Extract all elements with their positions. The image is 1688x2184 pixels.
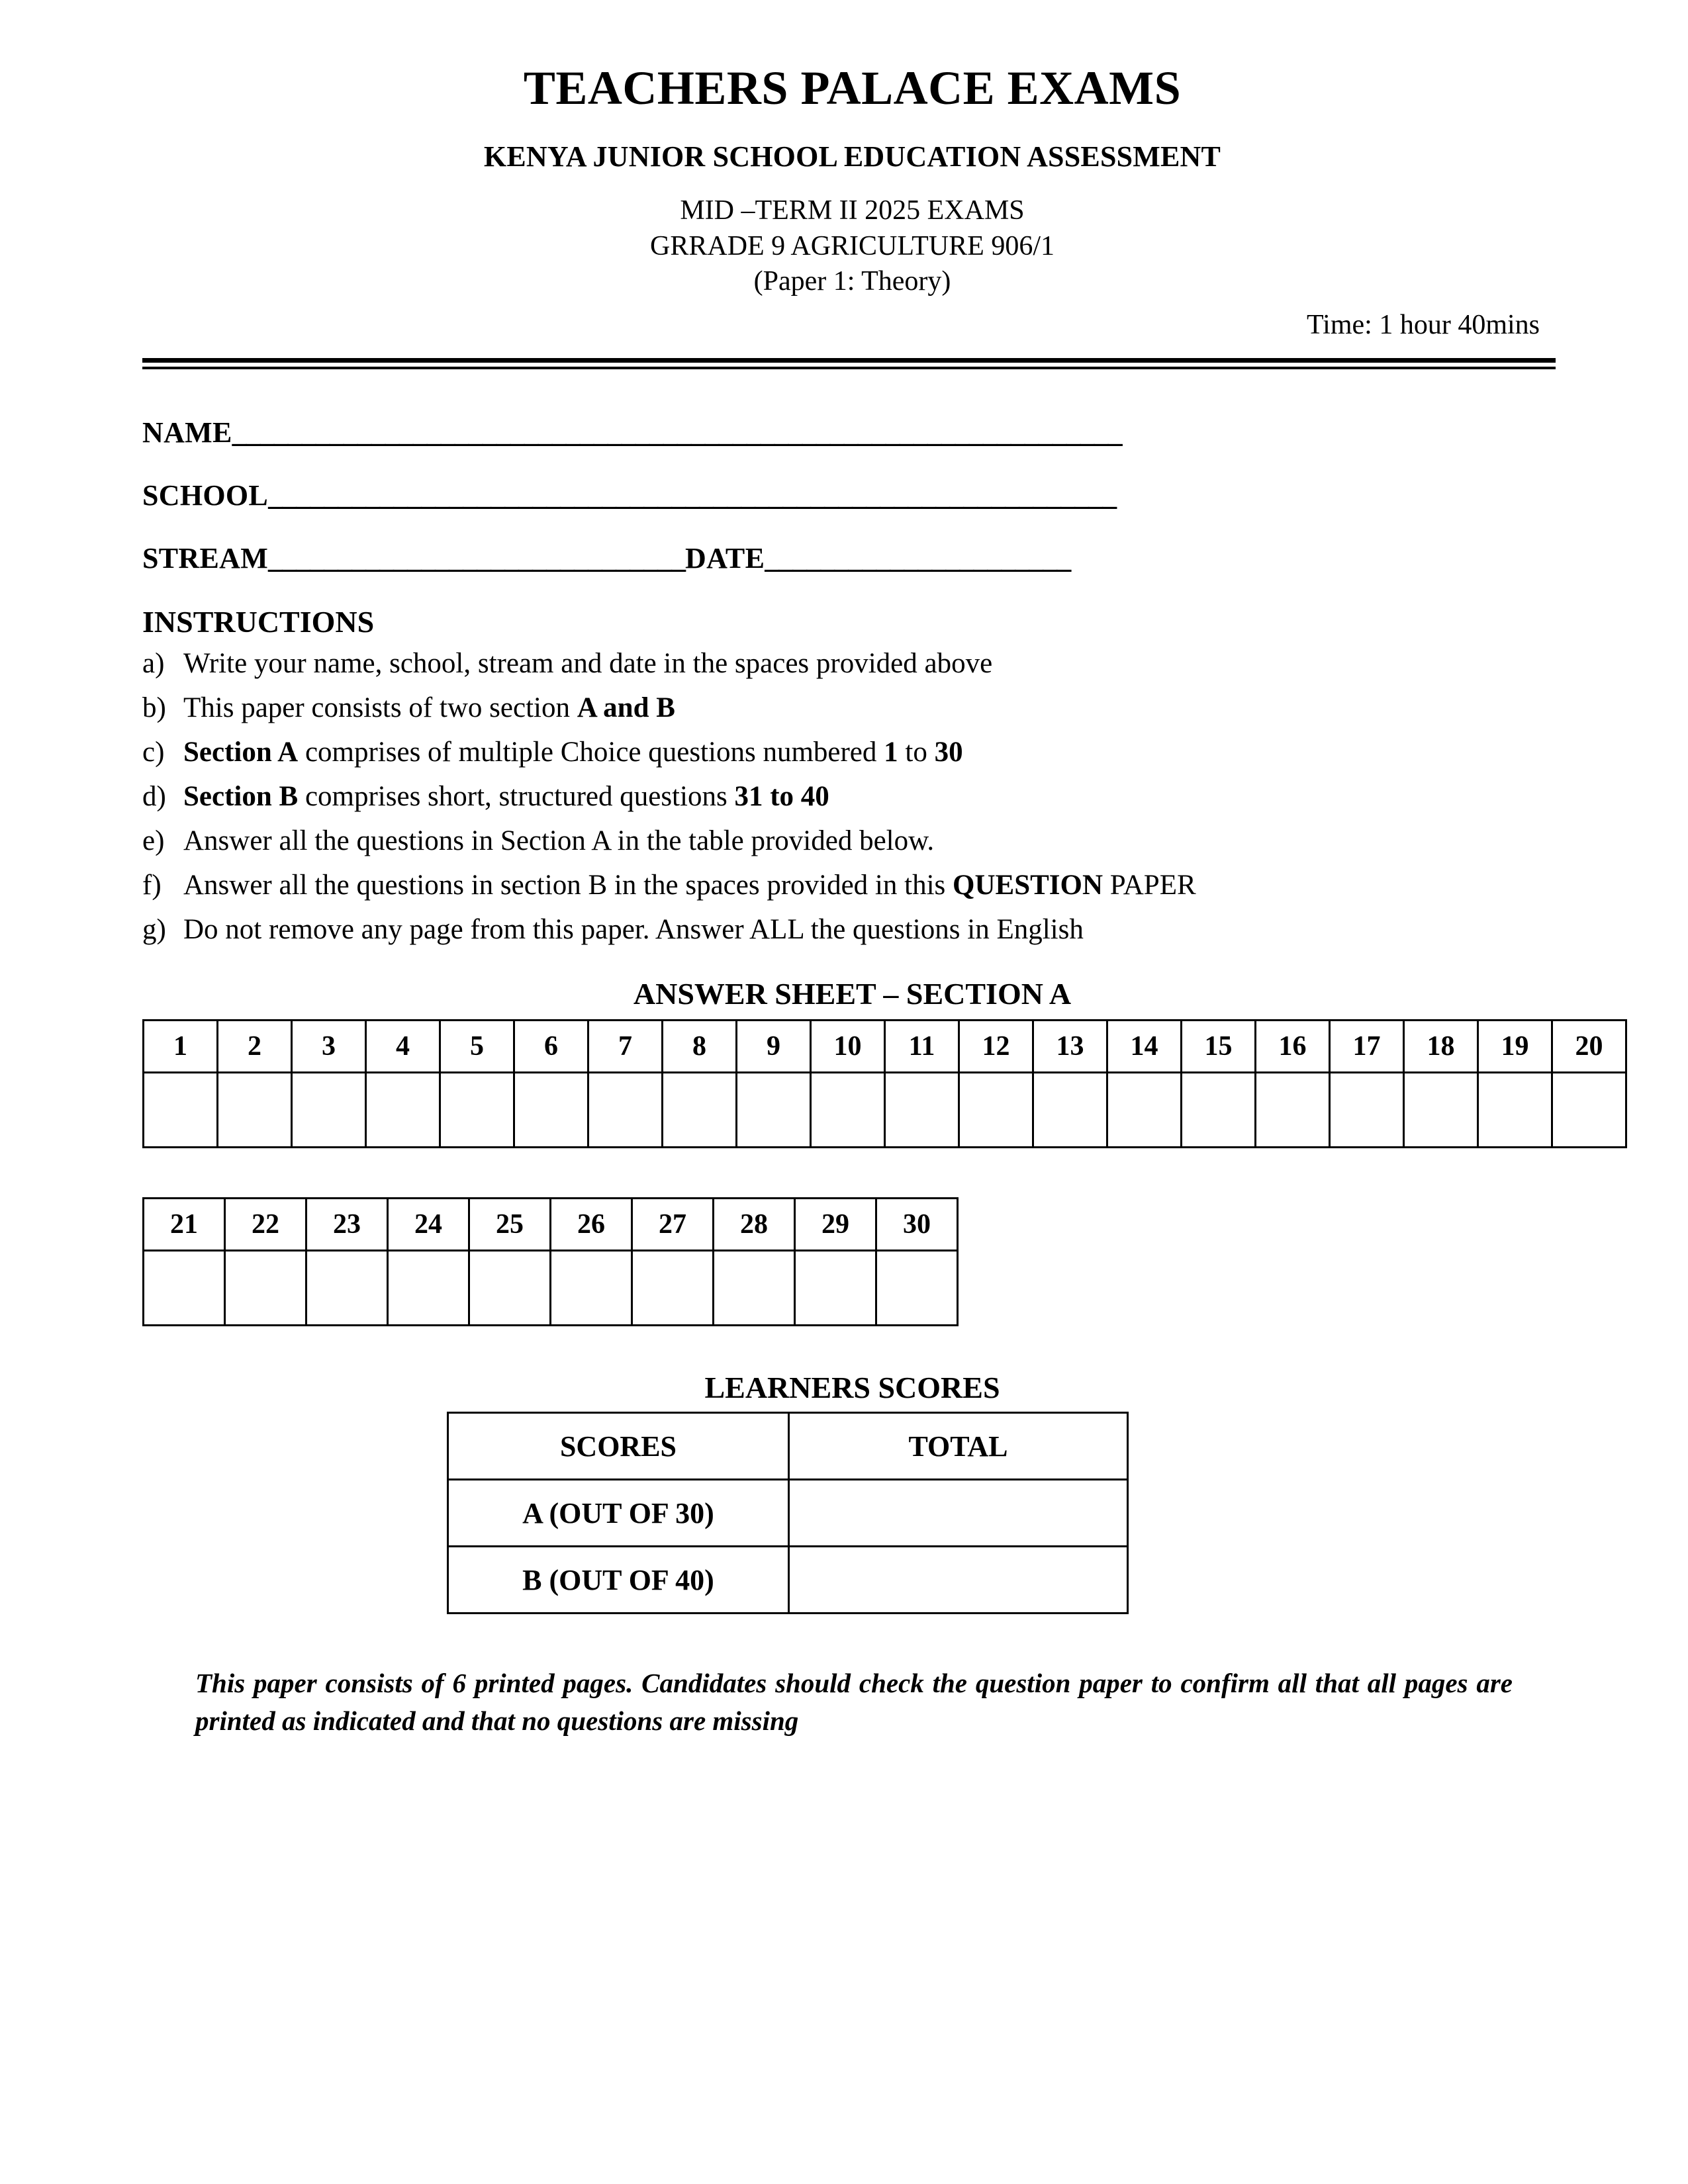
answer-cell[interactable] — [1033, 1073, 1107, 1148]
list-marker: b) — [142, 692, 166, 724]
list-item — [142, 732, 1562, 772]
answer-cell[interactable] — [292, 1073, 366, 1148]
instruction-text: Answer all the questions in section B in the spaces provided in this QUESTION PAPER — [183, 870, 1196, 901]
list-marker: c) — [142, 737, 165, 768]
answer-cell[interactable] — [469, 1251, 551, 1326]
question-number: 28 — [714, 1199, 795, 1251]
instruction-text: Answer all the questions in Section A in the table provided below. — [183, 825, 935, 857]
answer-cell[interactable] — [632, 1251, 714, 1326]
school-field-label: SCHOOL — [142, 479, 269, 512]
exam-paper-label: (Paper 1: Theory) — [753, 266, 951, 297]
answer-cell[interactable] — [795, 1251, 876, 1326]
stream-field-label: STREAM — [142, 542, 269, 575]
question-number: 27 — [632, 1199, 714, 1251]
name-field-row[interactable] — [142, 416, 1562, 449]
learners-scores-heading: LEARNERS SCORES — [704, 1371, 1000, 1405]
answer-cell[interactable] — [225, 1251, 306, 1326]
question-number: 20 — [1552, 1021, 1626, 1073]
section-b-total-cell[interactable] — [789, 1547, 1128, 1614]
list-item — [142, 688, 1562, 728]
table-row — [448, 1547, 1128, 1614]
table-row — [448, 1480, 1128, 1547]
answer-cell[interactable] — [1404, 1073, 1478, 1148]
answer-cell[interactable] — [144, 1251, 225, 1326]
question-number: 9 — [737, 1021, 811, 1073]
question-number: 4 — [366, 1021, 440, 1073]
instructions-heading: INSTRUCTIONS — [142, 605, 375, 639]
column-header-total: TOTAL — [789, 1413, 1128, 1480]
question-number: 17 — [1330, 1021, 1404, 1073]
answer-cell[interactable] — [1256, 1073, 1330, 1148]
answer-cell[interactable] — [663, 1073, 737, 1148]
answer-cell[interactable] — [440, 1073, 514, 1148]
answer-sheet-heading: ANSWER SHEET – SECTION A — [633, 977, 1072, 1011]
instruction-text: Section B comprises short, structured questions 31 to 40 — [183, 781, 829, 813]
section-a-label: A (OUT OF 30) — [448, 1480, 789, 1547]
question-number: 16 — [1256, 1021, 1330, 1073]
answer-cell[interactable] — [551, 1251, 632, 1326]
date-field-label: DATE — [685, 542, 765, 575]
question-number: 29 — [795, 1199, 876, 1251]
list-marker: e) — [142, 825, 165, 857]
instruction-text: Do not remove any page from this paper. Answer ALL the questions in English — [183, 914, 1084, 946]
exam-session: MID –TERM II 2025 EXAMS — [680, 195, 1025, 226]
question-number: 3 — [292, 1021, 366, 1073]
question-number: 22 — [225, 1199, 306, 1251]
question-number: 2 — [218, 1021, 292, 1073]
question-number: 21 — [144, 1199, 225, 1251]
answer-cell[interactable] — [588, 1073, 663, 1148]
exam-details — [142, 193, 1562, 300]
question-number: 7 — [588, 1021, 663, 1073]
answer-cell[interactable] — [1107, 1073, 1182, 1148]
question-number: 6 — [514, 1021, 588, 1073]
instruction-text: Write your name, school, stream and date in the spaces provided above — [183, 648, 993, 680]
list-marker: a) — [142, 648, 165, 680]
question-number: 14 — [1107, 1021, 1182, 1073]
answer-cell[interactable] — [885, 1073, 959, 1148]
name-field-line[interactable]: ________________________________________________________________ — [232, 416, 1122, 449]
section-b-label: B (OUT OF 40) — [448, 1547, 789, 1614]
answer-cell[interactable] — [1478, 1073, 1552, 1148]
question-number: 11 — [885, 1021, 959, 1073]
answer-cell[interactable] — [388, 1251, 469, 1326]
question-number: 26 — [551, 1199, 632, 1251]
list-item — [142, 821, 1562, 861]
answer-table-1-20[interactable] — [142, 1019, 1627, 1148]
assessment-body-title: KENYA JUNIOR SCHOOL EDUCATION ASSESSMENT — [483, 140, 1221, 173]
page-title: TEACHERS PALACE EXAMS — [523, 62, 1182, 114]
section-a-total-cell[interactable] — [789, 1480, 1128, 1547]
question-number: 30 — [876, 1199, 958, 1251]
question-number: 12 — [959, 1021, 1033, 1073]
stream-field-line[interactable]: ______________________________ — [268, 542, 686, 575]
question-number: 10 — [811, 1021, 885, 1073]
answer-cell[interactable] — [218, 1073, 292, 1148]
list-marker: d) — [142, 781, 166, 813]
instructions-list — [142, 643, 1562, 950]
question-number: 1 — [144, 1021, 218, 1073]
column-header-scores: SCORES — [448, 1413, 789, 1480]
question-number: 25 — [469, 1199, 551, 1251]
instruction-text: Section A comprises of multiple Choice questions numbered 1 to 30 — [183, 737, 963, 768]
answer-cell[interactable] — [714, 1251, 795, 1326]
answer-table-21-30[interactable] — [142, 1197, 959, 1326]
footer-note: This paper consists of 6 printed pages. Candidates should check the question paper to confirm all that all pages are printed as indicated and that no questions are missing — [195, 1668, 1513, 1736]
table-row — [144, 1021, 1626, 1073]
answer-cell[interactable] — [876, 1251, 958, 1326]
instruction-text: This paper consists of two section A and B — [183, 692, 675, 724]
answer-cell[interactable] — [811, 1073, 885, 1148]
table-row — [144, 1199, 958, 1251]
list-marker: f) — [142, 870, 162, 901]
table-row — [144, 1251, 958, 1326]
school-field-line[interactable]: _____________________________________________________________ — [268, 479, 1117, 512]
list-item — [142, 643, 1562, 684]
header-divider — [142, 358, 1562, 369]
answer-cell[interactable] — [366, 1073, 440, 1148]
stream-date-field-row[interactable] — [142, 541, 1562, 575]
answer-cell[interactable] — [144, 1073, 218, 1148]
table-row — [144, 1073, 1626, 1148]
question-number: 15 — [1182, 1021, 1256, 1073]
question-number: 8 — [663, 1021, 737, 1073]
exam-duration: Time: 1 hour 40mins — [1307, 310, 1540, 341]
date-field-line[interactable]: ______________________ — [765, 542, 1071, 575]
exam-subject-code: GRRADE 9 AGRICULTURE 906/1 — [650, 230, 1055, 261]
answer-cell[interactable] — [1182, 1073, 1256, 1148]
school-field-row[interactable] — [142, 478, 1562, 512]
name-field-label: NAME — [142, 416, 232, 449]
answer-cell[interactable] — [306, 1251, 388, 1326]
list-item — [142, 776, 1562, 817]
question-number: 5 — [440, 1021, 514, 1073]
answer-cell[interactable] — [1552, 1073, 1626, 1148]
learners-scores-table[interactable] — [447, 1412, 1129, 1614]
answer-cell[interactable] — [1330, 1073, 1404, 1148]
list-item — [142, 909, 1562, 950]
question-number: 13 — [1033, 1021, 1107, 1073]
list-marker: g) — [142, 914, 166, 946]
table-row — [448, 1413, 1128, 1480]
answer-cell[interactable] — [514, 1073, 588, 1148]
list-item — [142, 865, 1562, 905]
question-number: 18 — [1404, 1021, 1478, 1073]
question-number: 23 — [306, 1199, 388, 1251]
question-number: 24 — [388, 1199, 469, 1251]
answer-cell[interactable] — [959, 1073, 1033, 1148]
question-number: 19 — [1478, 1021, 1552, 1073]
answer-cell[interactable] — [737, 1073, 811, 1148]
